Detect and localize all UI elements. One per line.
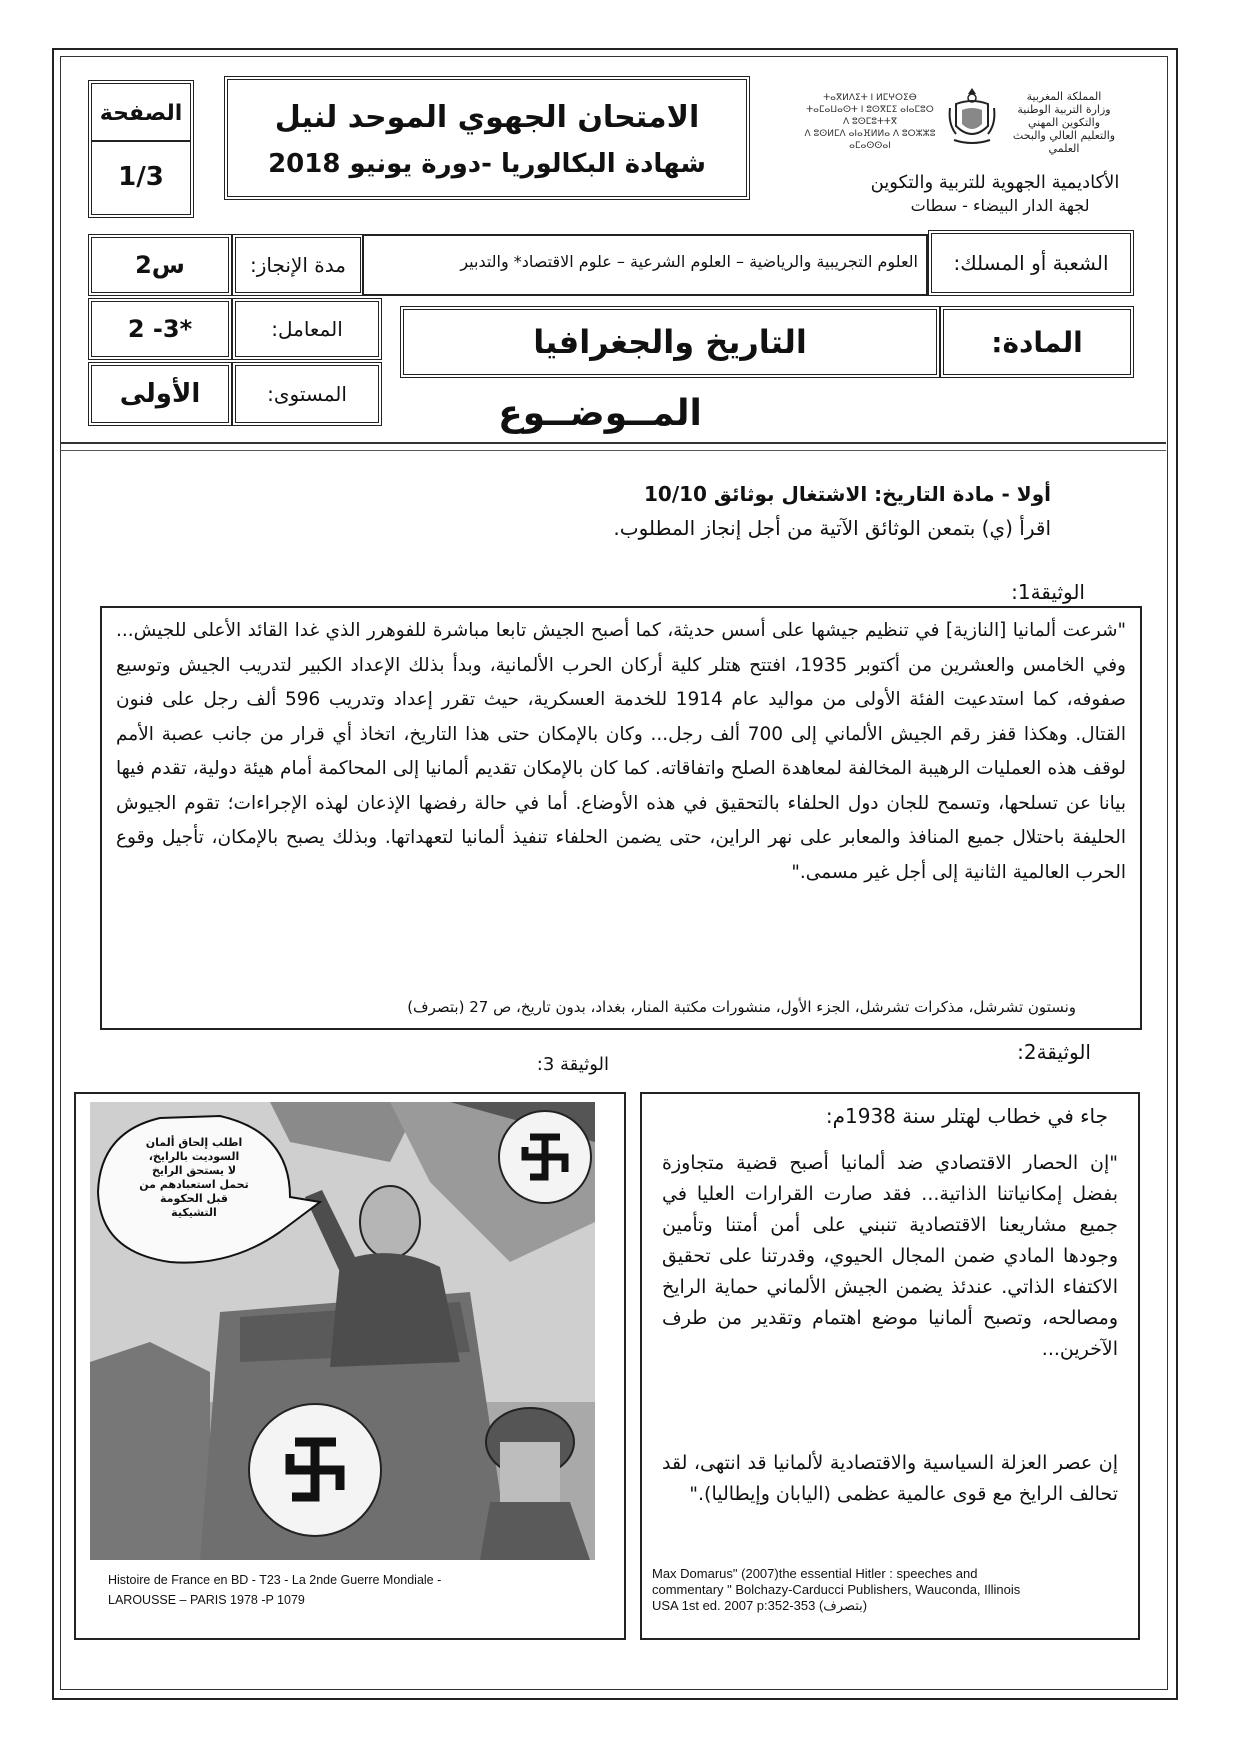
doc2-label: الوثيقة2: bbox=[1017, 1040, 1091, 1064]
subject-value-box bbox=[400, 306, 940, 378]
tifinagh-ministry-text: ⵜⴰⴳⵍⴷⵉⵜ ⵏ ⵍⵎⵖⵔⵉⴱ ⵜⴰⵎⴰⵡⴰⵙⵜ ⵏ ⵓⵙⴳⵎⵉ ⴰⵏⴰⵎⵓⵔ ⴷ ⵓⵙⵎⵓⵜⵜⴳ ⴷ ⵓⵙⵍⵎⴷ ⴰⵏⴰⴼⵍⵍⴰ ⴷ ⵓⵔⵣⵣⵓ ⴰⵎⴰⵙⵙⴰⵏ bbox=[804, 93, 936, 151]
level-value-box bbox=[88, 362, 232, 426]
subject-label: المادة: bbox=[991, 325, 1083, 359]
branch-label: الشعبة أو المسلك: bbox=[953, 251, 1109, 275]
duration-label-box bbox=[232, 234, 364, 296]
academy-line-2: لجهة الدار البيضاء - سطات bbox=[910, 195, 1090, 215]
coef-label-box bbox=[232, 298, 382, 360]
coef-value: 2 -3* bbox=[127, 315, 193, 343]
doc1-source: ونستون تشرشل، مذكرات تشرشل، الجزء الأول، منشورات مكتبة المنار، بغداد، بدون تاريخ، ص 27 (بتصرف) bbox=[407, 998, 1076, 1016]
exam-title-box bbox=[224, 76, 750, 200]
exam-subtitle: شهادة البكالوريا -دورة يونيو 2018 bbox=[268, 149, 706, 179]
doc2-para2: إن عصر العزلة السياسية والاقتصادية لألمانيا قد انتهى، لقد تحالف الرايخ مع قوى عالمية عظمى (اليابان وإيطاليا)." bbox=[662, 1452, 1118, 1505]
doc1-label: الوثيقة1: bbox=[1011, 580, 1085, 604]
subject-value: التاريخ والجغرافيا bbox=[533, 323, 807, 361]
coef-value-box bbox=[88, 298, 232, 360]
doc2-intro: جاء في خطاب لهتلر سنة 1938م: bbox=[825, 1104, 1108, 1128]
section-instruction: اقرأ (ي) بتمعن الوثائق الآتية من أجل إنجاز المطلوب. bbox=[613, 516, 1051, 540]
doc2-source: Max Domarus" (2007)the essential Hitler : speeches and commentary " Bolchazy-Carducci Publishers, Wauconda, Illinois USA 1st ed. 2007 p:352-353 (بتصرف) bbox=[652, 1566, 1021, 1613]
page-number-box bbox=[88, 80, 194, 218]
level-label-box bbox=[232, 362, 382, 426]
doc3-label: الوثيقة 3: bbox=[536, 1054, 609, 1075]
doc2-para1: "إن الحصار الاقتصادي ضد ألمانيا أصبح قضية متجاوزة بفضل إمكانياتنا الذاتية... فقد صارت القرارات العليا في جميع مشاريعنا الاقتصادية تنبني على أمن أمتنا وتأمين وجودها المادي ضمن المجال الحيوي، وقدرتنا على تحقيق الاكتفاء الذاتي. عندئذ يضمن الجيش الألماني حماية الرايخ ومصالحه، وتصبح ألمانيا موضع اهتمام وتقدير من طرف الآخرين... bbox=[662, 1152, 1118, 1360]
page-number: 1/3 bbox=[118, 162, 164, 192]
exam-title: الامتحان الجهوي الموحد لنيل bbox=[274, 99, 700, 135]
duration-label: مدة الإنجاز: bbox=[250, 253, 346, 277]
section-heading: أولا - مادة التاريخ: الاشتغال بوثائق 10/10 bbox=[643, 482, 1051, 506]
page-label: الصفحة bbox=[99, 100, 183, 126]
doc1-box bbox=[100, 606, 1142, 1030]
branch-value-box bbox=[362, 234, 928, 296]
header-separator-2 bbox=[60, 450, 1166, 451]
level-label: المستوى: bbox=[267, 382, 347, 406]
branch-value: العلوم التجريبية والرياضية – العلوم الشرعية – علوم الاقتصاد* والتدبير bbox=[460, 252, 918, 271]
duration-value-box bbox=[88, 234, 232, 296]
kingdom-crest-logo bbox=[946, 84, 998, 148]
coef-label: المعامل: bbox=[271, 317, 343, 341]
academy-line-1: الأكاديمية الجهوية للتربية والتكوين bbox=[870, 171, 1120, 193]
doc3-source: Histoire de France en BD - T23 - La 2nde Guerre Mondiale - LAROUSSE – PARIS 1978 -P 1079 bbox=[108, 1573, 442, 1607]
speech-bubble-text: اطلب إلحاق ألمان السوديت بالرايخ، لا يستحق الرايخ تحمل استعبادهم من قبل الحكومة التشيكية bbox=[139, 1136, 249, 1219]
topic-heading: المــوضــوع bbox=[498, 392, 702, 434]
header-separator bbox=[60, 442, 1166, 444]
doc2-box bbox=[640, 1092, 1140, 1640]
doc1-text: "شرعت ألمانيا [النازية] في تنظيم جيشها على أسس حديثة، كما أصبح الجيش تابعا مباشرة للفوهرر الذي غدا القائد الأعلى للجيش... وفي الخامس والعشرين من أكتوبر 1935، افتتح هتلر كلية أركان الحرب الألمانية، وبدأ بذلك الإعداد الكبير لتدريب الجيش وتوسيع صفوفه، كما استدعيت الفئة الأولى من مواليد عام 1914 للخدمة العسكرية، حيث تقرر إعداد وتدريب 596 ألف رجل على فنون القتال. وهكذا قفز رقم الجيش الألماني إلى 700 ألف رجل... وكان بالإمكان حتى هذا التاريخ، اتخاذ أي قرار من جانب عصبة الأمم لوقف هذه العمليات الرهيبة المخالفة لمعاهدة الصلح واتفاقاته. كما كان بالإمكان تقديم ألمانيا إلى المحاكمة أمام هيئة دولية، تقدم فيها بيانا عن تسلحها، وتسمح للجان دول الحلفاء بالتحقيق في هذه الأوضاع. أما في حالة رفضها الإذعان لهذه الإجراءات؛ تقوم الجيوش الحليفة باحتلال جميع المنافذ والمعابر على نهر الراين، حتى يضمن الحلفاء تنفيذ ألمانيا لتعهداتها. وبذلك يصبح بالإمكان، تأجيل وقوع الحرب العالمية الثانية إلى أجل غير مسمى." bbox=[116, 620, 1127, 883]
ministry-text: المملكة المغربية وزارة التربية الوطنية والتكوين المهني والتعليم العالي والبحث العلمي bbox=[1012, 90, 1116, 155]
level-value: الأولى bbox=[119, 379, 201, 409]
subject-label-box bbox=[940, 306, 1134, 378]
duration-value: 2س bbox=[135, 251, 185, 279]
cartoon-image bbox=[90, 1102, 595, 1560]
branch-label-box bbox=[928, 230, 1134, 296]
